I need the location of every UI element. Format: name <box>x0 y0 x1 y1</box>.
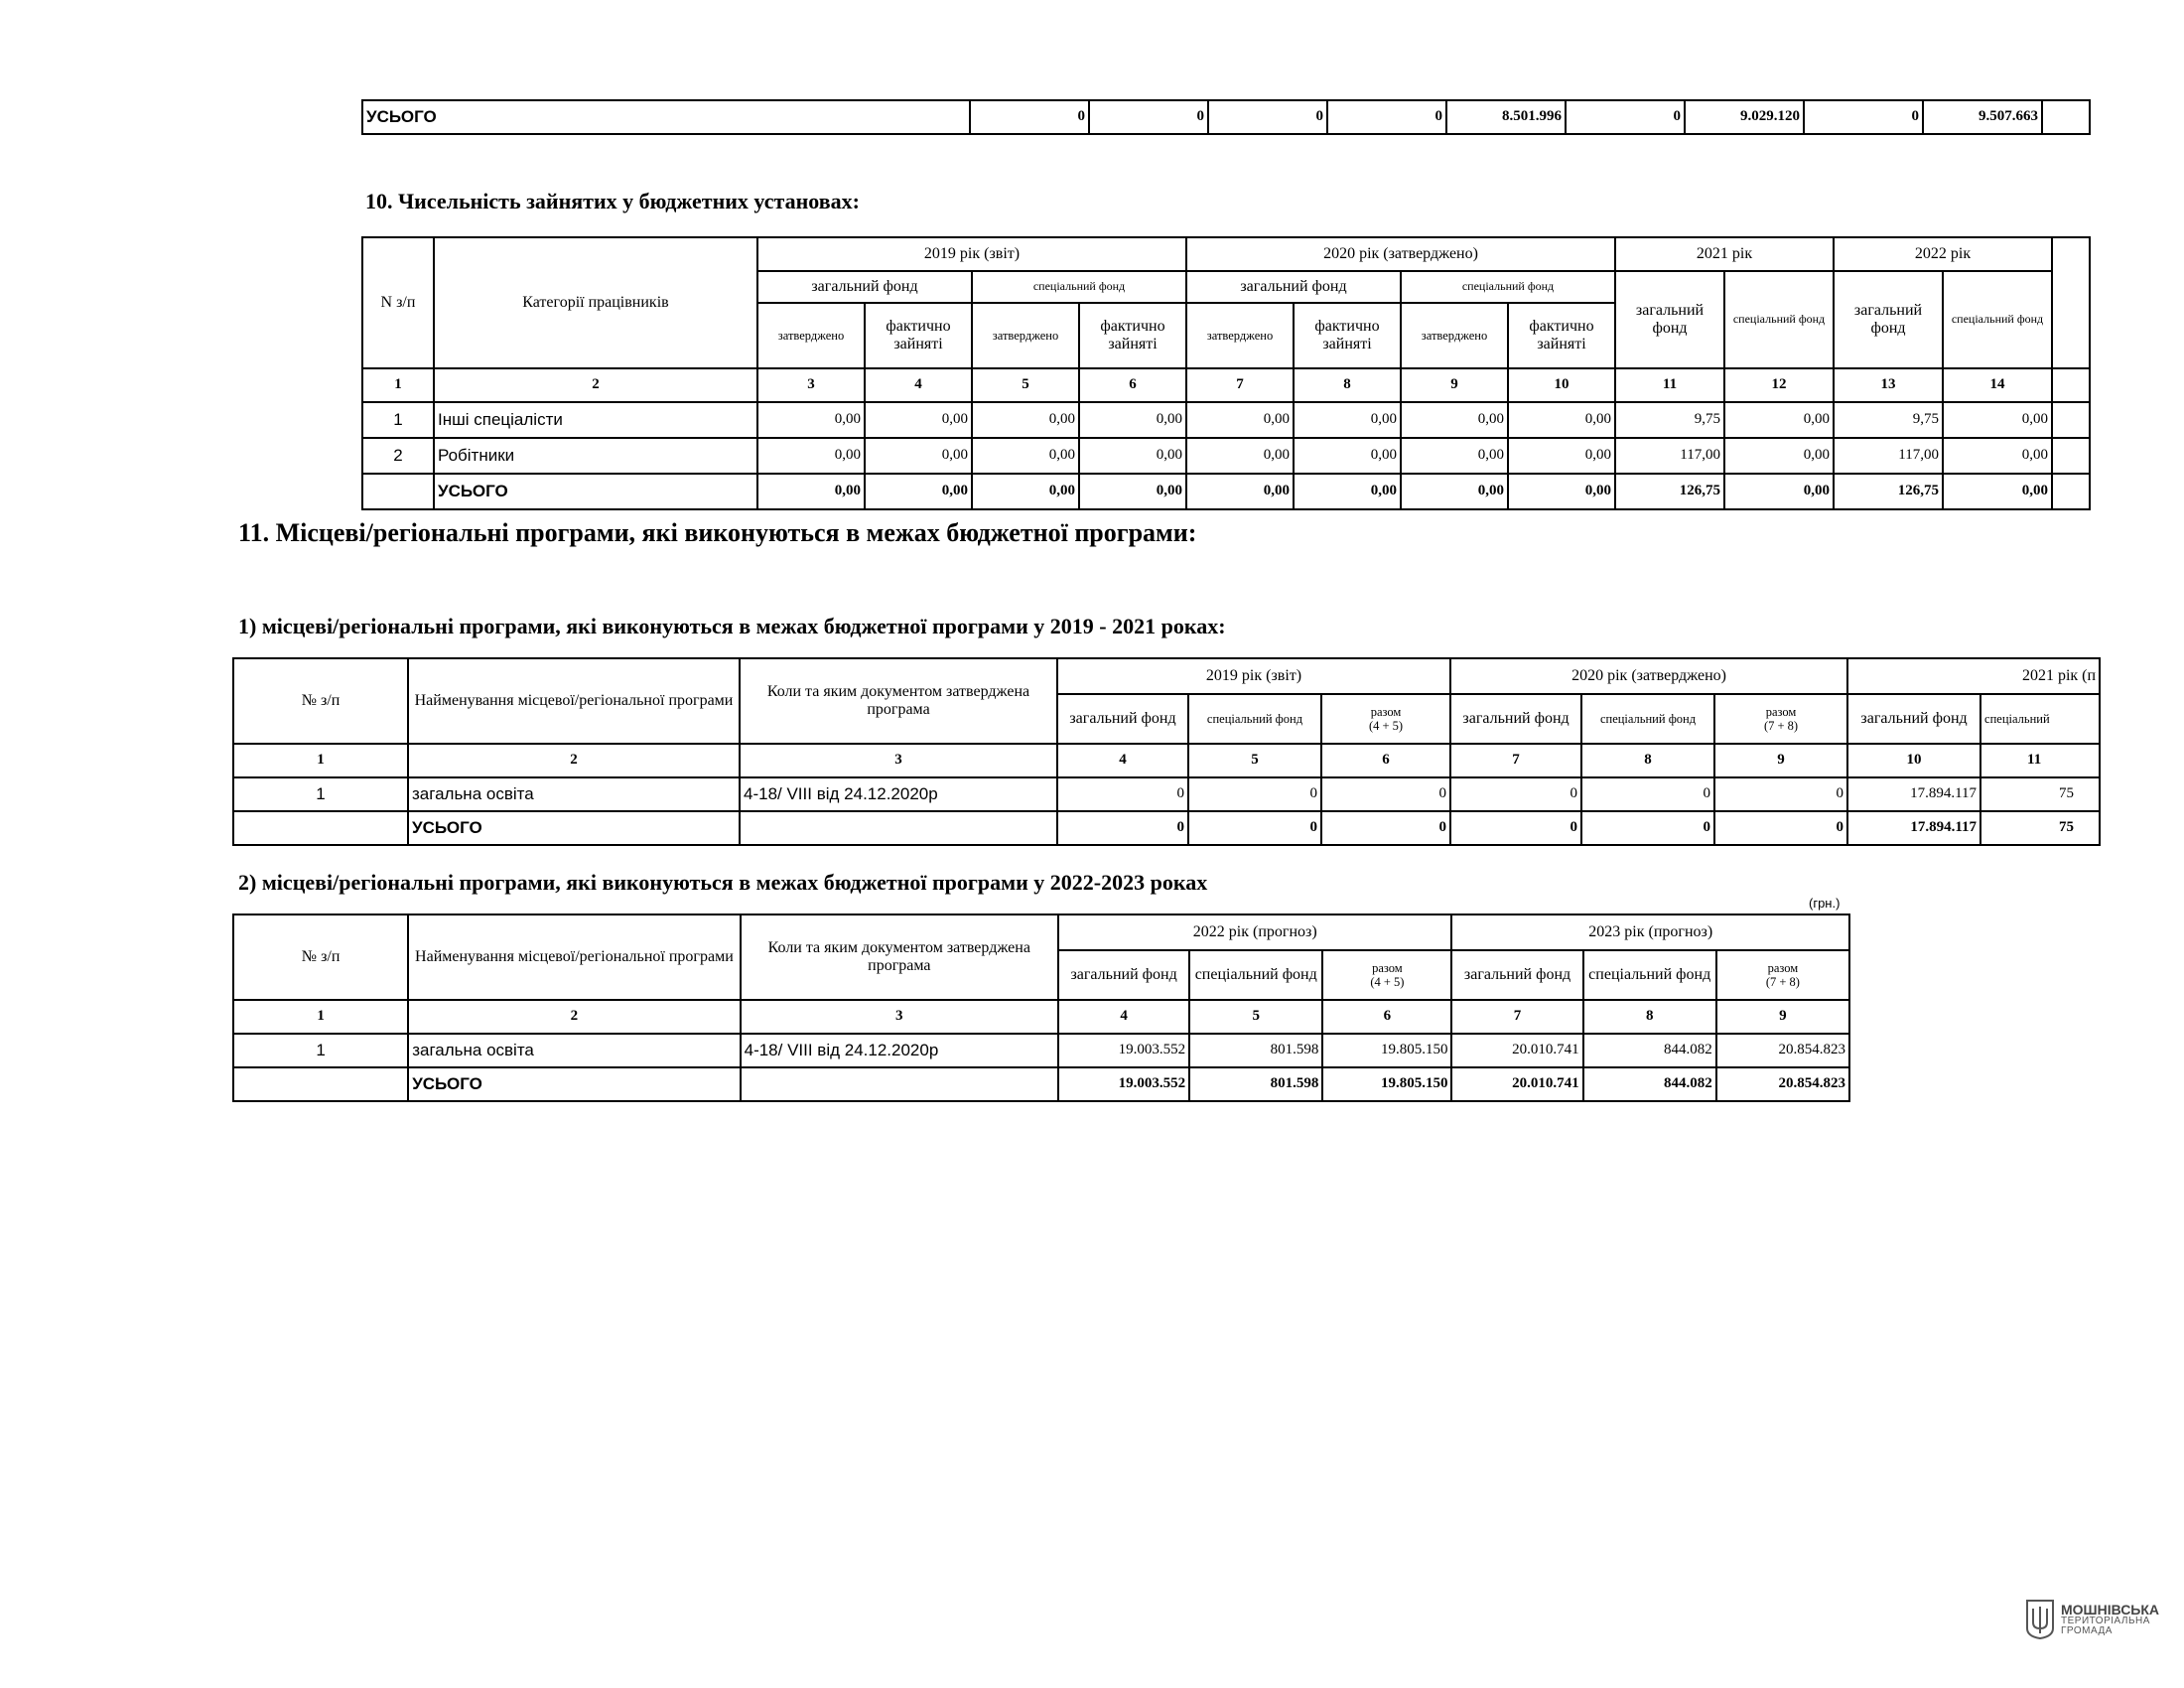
logo-line: ГРОМАДА <box>2061 1625 2113 1636</box>
cut-cell <box>2052 402 2090 438</box>
top-total-value: 8.501.996 <box>1446 100 1566 134</box>
empty-cell <box>233 811 408 845</box>
top-total-value: 9.507.663 <box>1923 100 2042 134</box>
header-sum <box>1321 694 1450 744</box>
table-cell: 0,00 <box>1508 402 1615 438</box>
subsection2-title: 2) місцеві/регіональні програми, які виконуються в межах бюджетної програми у 2022-2023 роках <box>238 870 1208 895</box>
header-actual: фактично зайняті <box>1294 303 1401 368</box>
header-sum-formula: (7 + 8) <box>1765 975 1800 989</box>
header-sum-label: разом <box>1767 960 1799 975</box>
header-sum-label: разом <box>1765 704 1797 719</box>
header-special-fund: спеціальний фонд <box>1189 950 1322 1000</box>
top-total-table <box>361 99 2091 135</box>
total-cell: 0,00 <box>1079 474 1186 509</box>
header-approval-document: Коли та яким документом затверджена програма <box>741 914 1058 1000</box>
header-row <box>233 658 2100 694</box>
subsection1-table <box>232 657 2101 846</box>
column-number: 4 <box>1057 744 1188 777</box>
header-cut-cell <box>2052 237 2090 368</box>
total-cell: 0,00 <box>1724 474 1834 509</box>
table-cell: 117,00 <box>1834 438 1943 474</box>
column-number-row <box>233 1000 1849 1034</box>
column-number: 5 <box>1188 744 1321 777</box>
cut-cell <box>2052 438 2090 474</box>
table-cell: 0 <box>1450 777 1581 811</box>
section10-table <box>361 236 2091 510</box>
top-total-empty-cell <box>2042 100 2090 134</box>
unit-label: (грн.) <box>1809 896 1841 911</box>
header-general-fund: загальний фонд <box>757 271 972 303</box>
column-number: 13 <box>1834 368 1943 402</box>
column-number: 9 <box>1716 1000 1849 1034</box>
logo-text <box>2061 1603 2159 1636</box>
column-number: 2 <box>408 1000 740 1034</box>
row-number: 1 <box>233 1034 408 1067</box>
total-cell: 126,75 <box>1834 474 1943 509</box>
column-number: 6 <box>1321 744 1450 777</box>
total-cell: 0,00 <box>1186 474 1294 509</box>
header-special-fund-2022: спеціальний фонд <box>1943 271 2052 368</box>
row-category-name: Інші спеціалісти <box>434 402 757 438</box>
column-number: 9 <box>1714 744 1847 777</box>
header-general-fund: загальний фонд <box>1451 950 1582 1000</box>
top-total-strip <box>361 99 2066 139</box>
table-cell: 0,00 <box>865 438 972 474</box>
header-sum-formula: (4 + 5) <box>1370 975 1405 989</box>
header-sum-label: разом <box>1370 704 1402 719</box>
header-actual: фактично зайняті <box>1508 303 1615 368</box>
logo-line: ТЕРИТОРІАЛЬНА <box>2061 1616 2150 1626</box>
header-category: Категорії працівників <box>434 237 757 368</box>
total-cell: 0 <box>1057 811 1188 845</box>
table-cell: 0 <box>1581 777 1714 811</box>
total-cell: 0 <box>1188 811 1321 845</box>
total-cell: 17.894.117 <box>1847 811 1980 845</box>
table-cell: 0,00 <box>1186 438 1294 474</box>
column-number: 7 <box>1451 1000 1582 1034</box>
header-year-2020: 2020 рік (затверджено) <box>1450 658 1847 694</box>
table-cell: 0,00 <box>1186 402 1294 438</box>
empty-cell <box>740 811 1057 845</box>
total-cell: 126,75 <box>1615 474 1724 509</box>
table-cell: 844.082 <box>1583 1034 1716 1067</box>
column-number: 14 <box>1943 368 2052 402</box>
top-total-value: 0 <box>1566 100 1685 134</box>
header-n: № з/п <box>233 658 408 744</box>
table-cell: 19.805.150 <box>1322 1034 1451 1067</box>
trident-icon <box>2025 1599 2055 1640</box>
column-number: 11 <box>1980 744 2100 777</box>
program-name: загальна освіта <box>408 777 740 811</box>
table-cell: 0,00 <box>865 402 972 438</box>
total-label: УСЬОГО <box>408 811 740 845</box>
row-number: 1 <box>362 402 434 438</box>
table-cell: 0,00 <box>1401 438 1508 474</box>
header-program-name: Найменування місцевої/регіональної програми <box>408 658 740 744</box>
cut-cell <box>2052 368 2090 402</box>
header-n: N з/п <box>362 237 434 368</box>
header-sum <box>1716 950 1849 1000</box>
total-cell: 0 <box>1450 811 1581 845</box>
total-row <box>233 1067 1849 1101</box>
total-cell: 20.010.741 <box>1451 1067 1582 1101</box>
total-cell: 0,00 <box>1508 474 1615 509</box>
header-special-fund: спеціальний <box>1980 694 2100 744</box>
column-number: 3 <box>740 744 1057 777</box>
header-approved: затверджено <box>972 303 1079 368</box>
empty-cell <box>741 1067 1058 1101</box>
row-number: 1 <box>233 777 408 811</box>
column-number: 1 <box>233 744 408 777</box>
column-number: 1 <box>233 1000 408 1034</box>
table-cell: 0,00 <box>972 402 1079 438</box>
subsection1-table-wrap <box>232 657 2097 850</box>
table-row <box>233 777 2100 811</box>
header-general-fund: загальний фонд <box>1847 694 1980 744</box>
header-n: № з/п <box>233 914 408 1000</box>
total-cell: 0,00 <box>972 474 1079 509</box>
table-cell: 0,00 <box>1294 438 1401 474</box>
table-cell: 75 <box>1980 777 2100 811</box>
table-row <box>233 1034 1849 1067</box>
table-cell: 0,00 <box>1508 438 1615 474</box>
total-cell: 0,00 <box>1943 474 2052 509</box>
total-row <box>233 811 2100 845</box>
header-general-fund: загальний фонд <box>1057 694 1188 744</box>
table-cell: 0,00 <box>1079 438 1186 474</box>
column-number-row <box>362 368 2090 402</box>
top-total-value: 0 <box>970 100 1089 134</box>
table-cell: 0,00 <box>757 438 865 474</box>
empty-cell <box>233 1067 408 1101</box>
subsection1-title: 1) місцеві/регіональні програми, які виконуються в межах бюджетної програми у 2019 - 2021 роках: <box>238 614 1226 638</box>
total-cell: 0 <box>1321 811 1450 845</box>
empty-cell <box>362 474 434 509</box>
total-cell: 0,00 <box>757 474 865 509</box>
top-total-value: 0 <box>1089 100 1208 134</box>
column-number: 3 <box>757 368 865 402</box>
table-cell: 117,00 <box>1615 438 1724 474</box>
column-number-row <box>233 744 2100 777</box>
column-number: 8 <box>1581 744 1714 777</box>
total-label: УСЬОГО <box>434 474 757 509</box>
subsection2-table <box>232 914 1850 1102</box>
column-number: 12 <box>1724 368 1834 402</box>
community-logo <box>2025 1599 2159 1640</box>
header-sum-formula: (7 + 8) <box>1763 719 1799 733</box>
header-approval-document: Коли та яким документом затверджена програма <box>740 658 1057 744</box>
row-number: 2 <box>362 438 434 474</box>
table-cell: 0 <box>1321 777 1450 811</box>
header-general-fund-2021: загальний фонд <box>1615 271 1724 368</box>
column-number: 1 <box>362 368 434 402</box>
table-cell: 0,00 <box>1724 438 1834 474</box>
approval-document: 4-18/ VIII від 24.12.2020р <box>740 777 1057 811</box>
table-cell: 0,00 <box>1079 402 1186 438</box>
header-general-fund-2022: загальний фонд <box>1834 271 1943 368</box>
header-sum <box>1714 694 1847 744</box>
total-cell: 0,00 <box>865 474 972 509</box>
column-number: 4 <box>865 368 972 402</box>
table-cell: 19.003.552 <box>1058 1034 1189 1067</box>
header-year-2020: 2020 рік (затверджено) <box>1186 237 1615 271</box>
column-number: 9 <box>1401 368 1508 402</box>
total-cell: 801.598 <box>1189 1067 1322 1101</box>
top-total-value: 0 <box>1804 100 1923 134</box>
total-cell: 19.003.552 <box>1058 1067 1189 1101</box>
header-special-fund: спеціальний фонд <box>1401 271 1615 303</box>
column-number: 8 <box>1583 1000 1716 1034</box>
header-general-fund: загальний фонд <box>1186 271 1401 303</box>
header-approved: затверджено <box>757 303 865 368</box>
cut-cell <box>2052 474 2090 509</box>
header-approved: затверджено <box>1401 303 1508 368</box>
section10-title: 10. Чисельність зайнятих у бюджетних установах: <box>365 189 860 213</box>
column-number: 8 <box>1294 368 1401 402</box>
total-cell: 0,00 <box>1294 474 1401 509</box>
header-year-2019: 2019 рік (звіт) <box>1057 658 1450 694</box>
header-year-2019: 2019 рік (звіт) <box>757 237 1186 271</box>
table-cell: 0 <box>1057 777 1188 811</box>
header-sum-formula: (4 + 5) <box>1368 719 1404 733</box>
column-number: 7 <box>1186 368 1294 402</box>
header-year-2023: 2023 рік (прогноз) <box>1451 914 1849 950</box>
total-cell: 844.082 <box>1583 1067 1716 1101</box>
column-number: 5 <box>1189 1000 1322 1034</box>
section10-table-wrap <box>361 236 2066 516</box>
table-cell: 0,00 <box>1943 438 2052 474</box>
column-number: 10 <box>1847 744 1980 777</box>
total-cell: 0,00 <box>1401 474 1508 509</box>
program-name: загальна освіта <box>408 1034 740 1067</box>
table-cell: 0,00 <box>1943 402 2052 438</box>
header-special-fund: спеціальний фонд <box>1583 950 1716 1000</box>
top-total-value: 0 <box>1327 100 1446 134</box>
header-year-2022: 2022 рік <box>1834 237 2052 271</box>
approval-document: 4-18/ VIII від 24.12.2020р <box>741 1034 1058 1067</box>
table-cell: 801.598 <box>1189 1034 1322 1067</box>
header-special-fund-2021: спеціальний фонд <box>1724 271 1834 368</box>
header-special-fund: спеціальний фонд <box>972 271 1186 303</box>
column-number: 7 <box>1450 744 1581 777</box>
header-sum <box>1322 950 1451 1000</box>
header-row <box>233 914 1849 950</box>
logo-line: МОШНІВСЬКА <box>2061 1602 2160 1618</box>
header-year-2021: 2021 рік <box>1615 237 1834 271</box>
header-year-2021: 2021 рік (п <box>1847 658 2100 694</box>
table-cell: 0 <box>1714 777 1847 811</box>
header-row <box>362 237 2090 271</box>
top-total-value: 9.029.120 <box>1685 100 1804 134</box>
table-cell: 0,00 <box>757 402 865 438</box>
table-cell: 9,75 <box>1834 402 1943 438</box>
table-row <box>362 438 2090 474</box>
table-cell: 20.854.823 <box>1716 1034 1849 1067</box>
section11-title: 11. Місцеві/регіональні програми, які виконуються в межах бюджетної програми: <box>238 518 1197 547</box>
header-general-fund: загальний фонд <box>1450 694 1581 744</box>
table-cell: 0,00 <box>1401 402 1508 438</box>
header-approved: затверджено <box>1186 303 1294 368</box>
column-number: 5 <box>972 368 1079 402</box>
header-sum-label: разом <box>1372 960 1403 975</box>
table-cell: 0,00 <box>972 438 1079 474</box>
total-cell: 0 <box>1714 811 1847 845</box>
table-cell: 9,75 <box>1615 402 1724 438</box>
column-number: 6 <box>1322 1000 1451 1034</box>
row-category-name: Робітники <box>434 438 757 474</box>
table-row <box>362 402 2090 438</box>
column-number: 10 <box>1508 368 1615 402</box>
column-number: 11 <box>1615 368 1724 402</box>
total-cell: 20.854.823 <box>1716 1067 1849 1101</box>
table-cell: 0,00 <box>1294 402 1401 438</box>
table-cell: 0 <box>1188 777 1321 811</box>
column-number: 4 <box>1058 1000 1189 1034</box>
table-cell: 20.010.741 <box>1451 1034 1582 1067</box>
top-total-label: УСЬОГО <box>362 100 970 134</box>
total-cell: 75 <box>1980 811 2100 845</box>
total-cell: 19.805.150 <box>1322 1067 1451 1101</box>
table-cell: 17.894.117 <box>1847 777 1980 811</box>
total-label: УСЬОГО <box>408 1067 740 1101</box>
column-number: 3 <box>741 1000 1058 1034</box>
header-special-fund: спеціальний фонд <box>1188 694 1321 744</box>
header-special-fund: спеціальний фонд <box>1581 694 1714 744</box>
top-total-value: 0 <box>1208 100 1327 134</box>
header-general-fund: загальний фонд <box>1058 950 1189 1000</box>
total-cell: 0 <box>1581 811 1714 845</box>
table-cell: 0,00 <box>1724 402 1834 438</box>
column-number: 6 <box>1079 368 1186 402</box>
header-year-2022: 2022 рік (прогноз) <box>1058 914 1451 950</box>
top-total-row <box>362 100 2090 134</box>
column-number: 2 <box>434 368 757 402</box>
header-actual: фактично зайняті <box>865 303 972 368</box>
total-row <box>362 474 2090 509</box>
header-actual: фактично зайняті <box>1079 303 1186 368</box>
column-number: 2 <box>408 744 740 777</box>
header-program-name: Найменування місцевої/регіональної програми <box>408 914 740 1000</box>
